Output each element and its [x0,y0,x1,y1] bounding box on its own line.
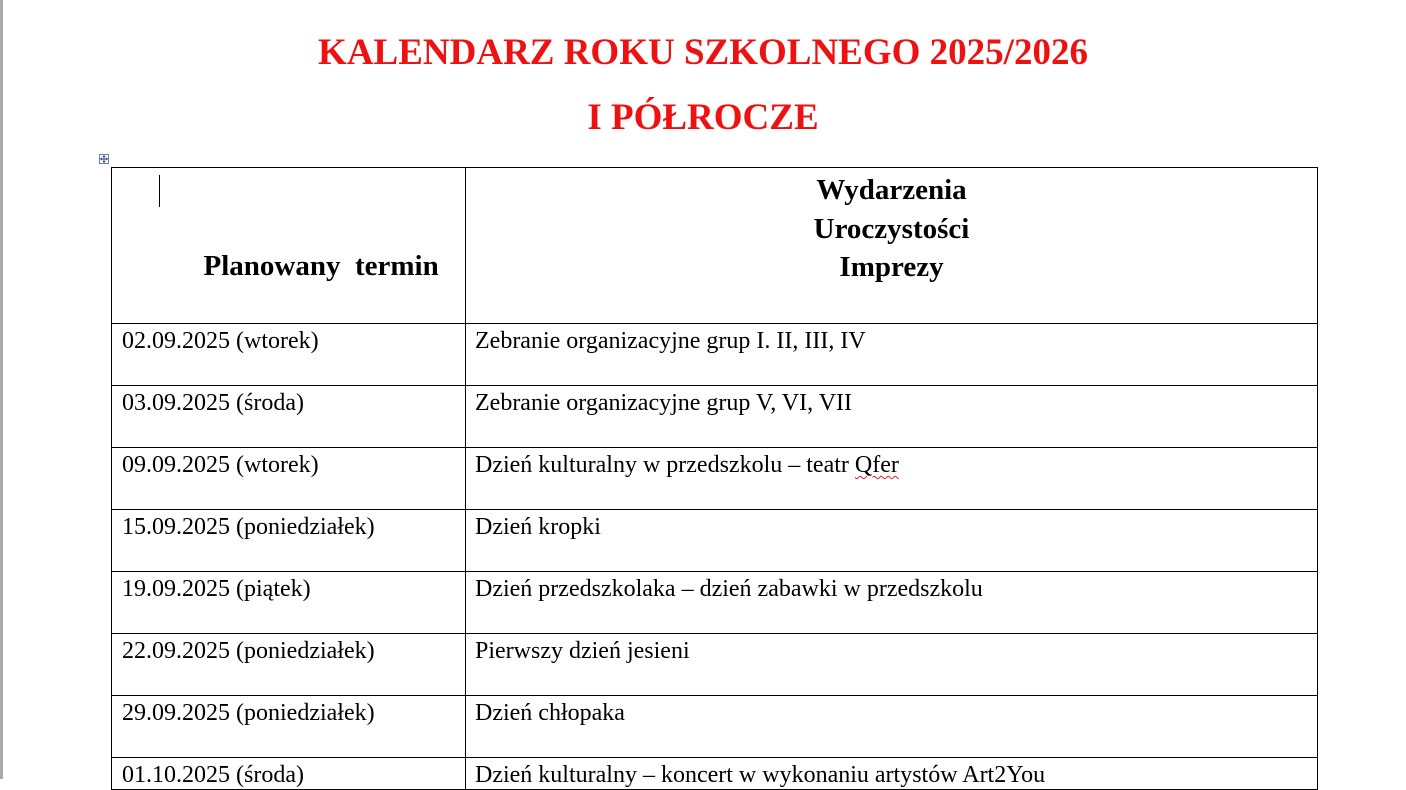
event-cell[interactable] [466,448,1318,510]
text-cursor [159,175,160,207]
table-row [112,510,1318,572]
table-row [112,634,1318,696]
date-cell[interactable]: 09.09.2025 (wtorek) [112,448,466,510]
header-events-line2: Uroczystości [813,212,970,245]
date-cell[interactable]: 22.09.2025 (poniedziałek) [112,634,466,696]
event-cell[interactable]: Zebranie organizacyjne grup V, VI, VII [466,386,1318,448]
event-text: Dzień kulturalny w przedszkolu – teatr [475,452,855,478]
event-cell[interactable]: Dzień kulturalny – koncert w wykonaniu artystów Art2You [466,758,1318,790]
table-row [112,758,1318,790]
spellcheck-flagged-word[interactable]: Qfer [854,452,899,478]
header-events-line1: Wydarzenia [816,174,967,206]
table-row [112,386,1318,448]
table-row [112,448,1318,510]
date-cell[interactable]: 15.09.2025 (poniedziałek) [112,510,466,572]
table-row [112,324,1318,386]
date-cell[interactable]: 29.09.2025 (poniedziałek) [112,696,466,758]
move-arrows-icon [100,155,108,163]
header-date-label: Planowany termin [203,250,439,282]
date-cell[interactable]: 03.09.2025 (środa) [112,386,466,448]
header-cell-date[interactable] [112,168,466,324]
header-events-line3: Imprezy [839,251,944,283]
event-cell[interactable]: Dzień kropki [466,510,1318,572]
date-cell[interactable]: 02.09.2025 (wtorek) [112,324,466,386]
document-title: KALENDARZ ROKU SZKOLNEGO 2025/2026 [318,32,1088,73]
date-cell[interactable]: 19.09.2025 (piątek) [112,572,466,634]
event-cell[interactable]: Zebranie organizacyjne grup I. II, III, IV [466,324,1318,386]
document-subtitle: I PÓŁROCZE [587,97,819,138]
event-cell[interactable]: Dzień chłopaka [466,696,1318,758]
date-cell[interactable]: 01.10.2025 (środa) [112,758,466,790]
calendar-table [111,167,1318,790]
table-move-handle[interactable] [99,154,109,164]
table-row [112,696,1318,758]
event-cell[interactable]: Dzień przedszkolaka – dzień zabawki w przedszkolu [466,572,1318,634]
table-header-row [112,168,1318,324]
event-cell[interactable]: Pierwszy dzień jesieni [466,634,1318,696]
table-row [112,572,1318,634]
header-cell-events[interactable] [466,168,1318,324]
